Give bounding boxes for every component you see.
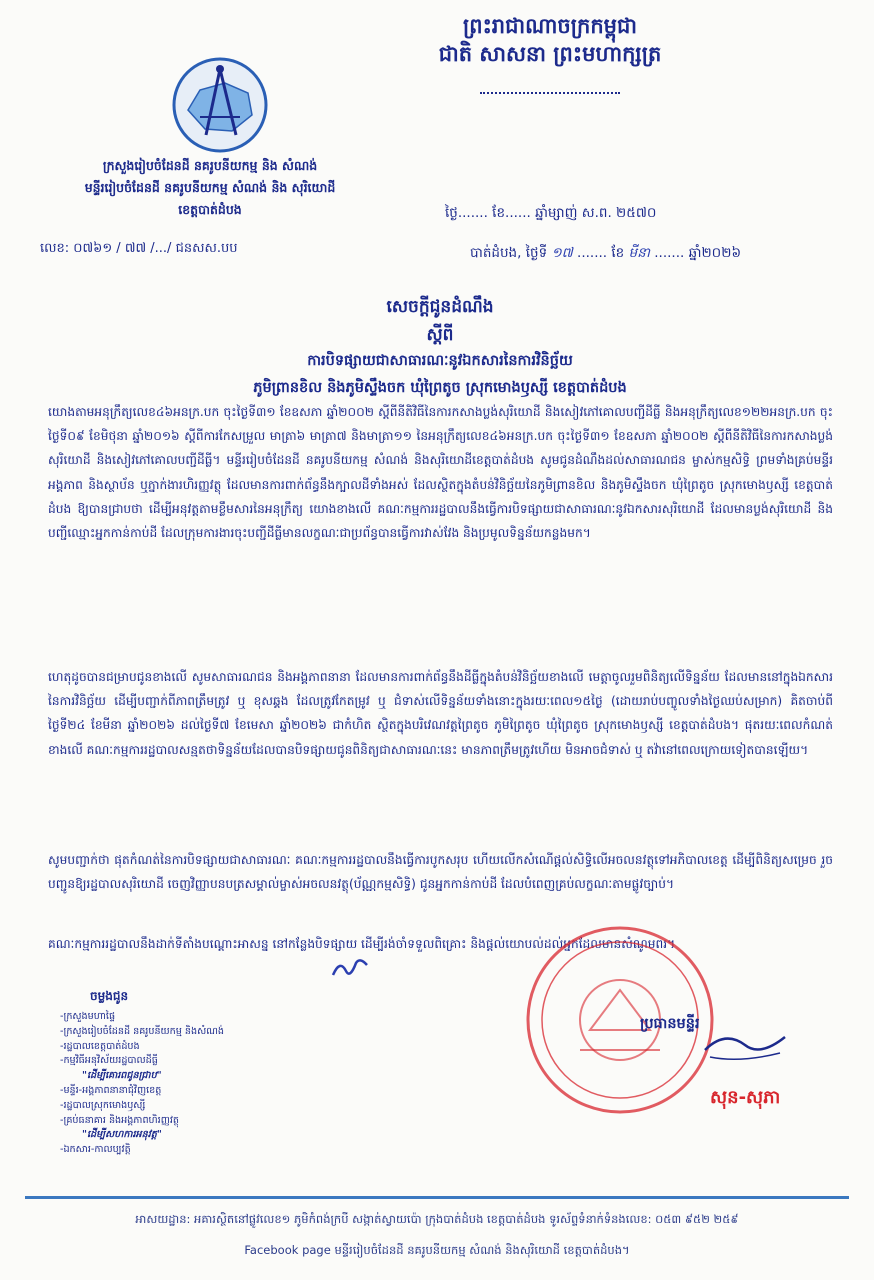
notice-location: ភូមិព្រានខិល និងភូមិស្ទឹងចក ឃុំព្រៃតូច ស្រុកមោងឫស្សី ខេត្តបាត់ដំបង — [253, 380, 627, 396]
notice-title-block — [140, 292, 740, 402]
footer-divider — [25, 1196, 849, 1199]
body-paragraph-1: យោងតាមអនុក្រឹត្យលេខ៤៦អនក្រ.បក ចុះថ្ងៃទី៣១ ខែឧសភា ឆ្នាំ២០០២ ស្តីពីនីតិវិធីនៃការកសាងប្លង់សុរិយោដី និងសៀវភៅគោលបញ្ជីដីធ្លី និងអនុក្រឹត្យលេខ១២២អនក្រ.បក ចុះថ្ងៃទី០៩ ខែមិថុនា ឆ្នាំ២០១៦ ស្តីពីការកែសម្រួល មាត្រា៦ មាត្រា៧ និងមាត្រា១១ នៃអនុក្រឹត្យលេខ៤៦អនក្រ.បក ចុះថ្ងៃទី៣១ ខែឧសភា ឆ្នាំ២០០២ ស្តីពីនីតិវិធីនៃការកសាងប្លង់សុរិយោដី និងសៀវភៅគោលបញ្ជីដីធ្លី។ មន្ទីររៀបចំដែនដី នគរូបនីយកម្ម សំណង់ និងសុរិយោដីខេត្តបាត់ដំបង សូមជូនដំណឹងដល់សាធារណជន ម្ចាស់កម្មសិទ្ធិ ព្រមទាំងគ្រប់មន្ទីរ អង្គភាព និងស្ថាប័ន ឬភ្នាក់ងារហិរញ្ញវត្ថុ ដែលមានការពាក់ព័ន្ធនឹងក្បាលដីទាំងអស់ ដែលស្ថិតក្នុងតំបន់វិនិច្ឆ័យនៃភូមិព្រានខិល និងភូមិស្ទឹងចក ឃុំព្រៃតូច ស្រុកមោងឫស្សី ខេត្តបាត់ដំបង ឱ្យបានជ្រាបថា ដើម្បីអនុវត្តតាមខ្លឹមសារនៃអនុក្រឹត្យ យោងខាងលើ គណៈកម្មការរដ្ឋបាលនឹងធ្វើការបិទផ្សាយជាសាធារណៈនូវឯកសារសុរិយោដី ដែលមានប្លង់សុរិយោដី និងបញ្ជីឈ្មោះអ្នកកាន់កាប់ដី ដែលក្រុមការងារចុះបញ្ជីដីធ្លីមានលក្ខណៈជាប្រព័ន្ធបានធ្វើការវាស់វែង និងប្រមូលទិន្នន័យកន្លងមក។ — [48, 405, 833, 541]
cc-item: -ក្រសួងរៀបចំដែនដី នគរូបនីយកម្ម និងសំណង់ — [60, 1025, 225, 1037]
date-day: ១៧ — [551, 245, 573, 261]
solar-date: បាត់ដំបង, ថ្ងៃទី ១៧ ....... ខែ មីនា ....... ឆ្នាំ២០២៦ — [470, 245, 742, 261]
signature-icon — [700, 1025, 790, 1065]
cc-item: -កម្មវិធីអនុវិស័យរដ្ឋបាលដីធ្លី — [60, 1055, 158, 1067]
initial-mark-icon — [330, 955, 370, 981]
signatory-name: សុន-សុភា — [710, 1087, 781, 1108]
ministry-logo-icon — [170, 55, 270, 155]
signatory-title: ប្រធានមន្ទីរ — [640, 1016, 700, 1032]
lunar-date: ថ្ងៃ....... ខែ...... ឆ្នាំម្សាញ់ ស.ព. ២៥៧០ — [445, 205, 657, 221]
reference-number: លេខ: ០៧៦១ / ៧៧ /.../ ជនសស.បប — [40, 241, 238, 256]
notice-subject: ការបិទផ្សាយជាសាធារណៈនូវឯកសារនៃការវិនិច្ឆ័យ — [307, 353, 573, 369]
date-year: ឆ្នាំ២០២៦ — [688, 245, 742, 261]
ministry-line-2: មន្ទីររៀបចំដែនដី នគរូបនីយកម្ម សំណង់ និង សុរិយោដី — [84, 180, 336, 195]
cc-item: -រដ្ឋបាលស្រុកមោងឫស្សី — [60, 1099, 146, 1111]
notice-subject-label: ស្តីពី — [426, 325, 454, 345]
ministry-line-1: ក្រសួងរៀបចំដែនដី នគរូបនីយកម្ម និង សំណង់ — [102, 158, 318, 173]
kingdom-heading — [400, 12, 700, 68]
ministry-heading — [40, 155, 380, 221]
kingdom-line-2: ជាតិ សាសនា ព្រះមហាក្សត្រ — [438, 42, 662, 66]
cc-item: -រដ្ឋបាលខេត្តបាត់ដំបង — [60, 1040, 140, 1052]
date-month-label: ខែ — [611, 245, 625, 261]
kingdom-divider — [480, 92, 620, 95]
cc-title: ចម្លងជូន — [90, 989, 129, 1003]
cc-purpose: "ដើម្បីសហការអនុវត្ត" — [82, 1129, 162, 1141]
body-paragraph-2: ហេតុដូចបានជម្រាបជូនខាងលើ សូមសាធារណជន និងអង្គភាពនានា ដែលមានការពាក់ព័ន្ធនឹងដីធ្លីក្នុងតំបន់វិនិច្ឆ័យខាងលើ មេត្តាចូលរួមពិនិត្យលើទិន្នន័យ ដែលមាននៅក្នុងឯកសារនៃការវិនិច្ឆ័យ ដើម្បីបញ្ជាក់ពីភាពត្រឹមត្រូវ ឬ ខុសឆ្គង ដែលត្រូវកែតម្រូវ ឬ ជំទាស់លើទិន្នន័យទាំងនោះក្នុងរយៈពេល១៥ថ្ងៃ (ដោយរាប់បញ្ចូលទាំងថ្ងៃឈប់សម្រាក) គិតចាប់ពីថ្ងៃទី២៤ ខែមីនា ឆ្នាំ២០២៦ ដល់ថ្ងៃទី៧ ខែមេសា ឆ្នាំ២០២៦ ជាកំហិត ស្ថិតក្នុងបរិវេណវត្តព្រៃតូច ភូមិព្រៃតូច ឃុំព្រៃតូច ស្រុកមោងឫស្សី ខេត្តបាត់ដំបង។ ផុតរយៈពេលកំណត់ ខាងលើ គណៈកម្មការរដ្ឋបាលសន្មតថាទិន្នន័យដែលបានបិទផ្សាយជូនពិនិត្យជាសាធារណៈនេះ មានភាពត្រឹមត្រូវហើយ មិនអាចជំទាស់ ឬ តវ៉ានៅពេលក្រោយទៀតបានឡើយ។ — [48, 670, 833, 757]
cc-list — [60, 1010, 224, 1158]
notice-title: សេចក្តីជូនដំណឹង — [386, 297, 494, 317]
footer-address: អាសយដ្ឋាន: អគារស្ថិតនៅផ្លូវលេខ១ ភូមិកំពង់ក្របី សង្កាត់ស្វាយប៉ោ ក្រុងបាត់ដំបង ខេត្តបាត់ដំបង ទូរស័ព្ទទំនាក់ទំនងលេខ: ០៥៣ ៩៥២ ២៥៩ — [135, 1212, 739, 1226]
cc-purpose: "ដើម្បីគោរពជូនជ្រាប" — [82, 1070, 162, 1082]
footer-facebook: Facebook page មន្ទីររៀបចំដែនដី នគរូបនីយកម្ម សំណង់ និងសុរិយោដី ខេត្តបាត់ដំបង។ — [244, 1243, 630, 1257]
cc-item: -ឯកសារ-កាលប្បវត្តិ — [60, 1144, 131, 1156]
cc-item: -គ្រប់ធនាគារ និងអង្គភាពហិរញ្ញវត្ថុ — [60, 1114, 179, 1126]
body-paragraph-4: គណៈកម្មការរដ្ឋបាលនឹងដាក់ទីតាំងបណ្តោះអាសន្ន នៅកន្លែងបិទផ្សាយ ដើម្បីរង់ចាំទទួលពិគ្រោះ និងផ្តល់យោបល់ដល់អ្នកដែលមានសំណូមពរ។ — [48, 937, 676, 951]
date-prefix: បាត់ដំបង, ថ្ងៃទី — [470, 245, 548, 261]
cc-item: -ក្រសួងមហាផ្ទៃ — [60, 1011, 116, 1022]
ministry-line-3: ខេត្តបាត់ដំបង — [178, 202, 242, 217]
kingdom-line-1: ព្រះរាជាណាចក្រកម្ពុជា — [462, 14, 637, 38]
cc-item: -មន្ទីរ-អង្គភាពនានាជុំវិញខេត្ត — [60, 1084, 162, 1096]
date-month: មីនា — [628, 245, 650, 261]
body-paragraph-3: សូមបញ្ជាក់ថា ផុតកំណត់នៃការបិទផ្សាយជាសាធារណៈ គណៈកម្មការរដ្ឋបាលនឹងធ្វើការបូកសរុប ហើយលើកសំណើផ្តល់សិទ្ធិលើអចលនវត្ថុទៅអភិបាលខេត្ត ដើម្បីពិនិត្យសម្រេច រួចបញ្ជូនឱ្យរដ្ឋបាលសុរិយោដី ចេញវិញ្ញាបនបត្រសម្គាល់ម្ចាស់អចលនវត្ថុ(ប័ណ្ណកម្មសិទ្ធិ) ជូនអ្នកកាន់កាប់ដី ដែលបំពេញគ្រប់លក្ខណៈតាមផ្លូវច្បាប់។ — [48, 853, 833, 892]
